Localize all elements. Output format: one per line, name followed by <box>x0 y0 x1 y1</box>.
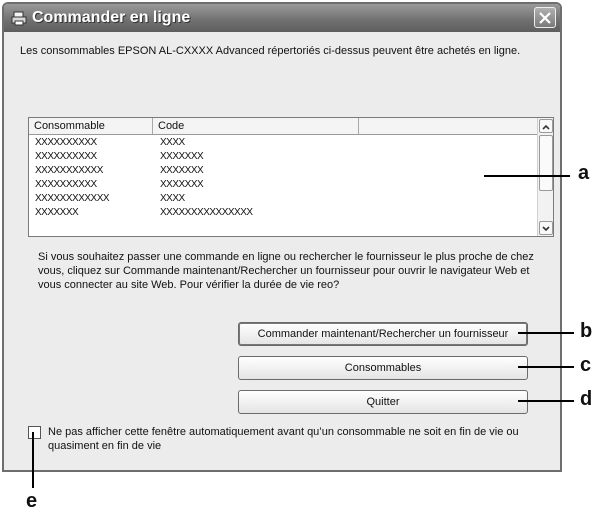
consumables-list[interactable] <box>28 117 554 237</box>
callout-line-a <box>484 175 570 177</box>
callout-line-c <box>518 366 574 368</box>
quit-button[interactable]: Quitter <box>238 390 528 414</box>
callout-label-d: d <box>580 388 593 410</box>
window-title: Commander en ligne <box>32 9 191 26</box>
consumable-code: XXXX <box>160 193 185 204</box>
list-item[interactable] <box>29 178 537 192</box>
callout-label-c: c <box>580 354 592 376</box>
order-online-dialog <box>2 2 562 472</box>
consumable-code: XXXXXXX <box>160 165 204 176</box>
list-item[interactable] <box>29 192 537 206</box>
title-bar[interactable] <box>4 4 560 32</box>
list-rows <box>29 136 537 220</box>
chevron-up-icon <box>540 121 552 133</box>
consumable-name: XXXXXXXXXX <box>35 179 97 190</box>
callout-label-b: b <box>580 320 593 342</box>
consumable-code: XXXX <box>160 137 185 148</box>
vertical-scrollbar[interactable] <box>537 118 553 236</box>
callout-line-b <box>518 332 574 334</box>
list-item[interactable] <box>29 206 537 220</box>
instructions-text: Si vous souhaitez passer une commande en ligne ou rechercher le fournisseur le plus proche de chez vous, cliquez sur Commande maintenant/Rechercher un fournisseur pour ouvrir le navigateur Web et vous connecter au site Web. Pour vérifier la durée de vie reo? <box>38 251 534 291</box>
close-button[interactable] <box>534 7 556 28</box>
consumable-code: XXXXXXX <box>160 179 204 190</box>
scroll-down-button[interactable] <box>539 221 553 235</box>
intro-text: Les consommables EPSON AL-CXXXX Advanced répertoriés ci-dessus peuvent être achetés en ligne. <box>20 45 521 57</box>
consumable-name: XXXXXXXXXXXX <box>35 193 110 204</box>
list-item[interactable] <box>29 150 537 164</box>
list-header <box>29 118 537 135</box>
consumable-code: XXXXXXX <box>160 151 204 162</box>
consumables-button[interactable]: Consommables <box>238 356 528 380</box>
order-now-button[interactable]: Commander maintenant/Rechercher un fournisseur <box>238 322 528 346</box>
column-header-empty[interactable] <box>359 118 539 134</box>
close-icon <box>539 12 551 24</box>
consumable-code: XXXXXXXXXXXXXXX <box>160 207 253 218</box>
dont-show-checkbox[interactable] <box>28 426 41 439</box>
callout-line-e <box>32 432 34 488</box>
callout-line-d <box>518 400 574 402</box>
callout-label-a: a <box>578 162 590 184</box>
scroll-thumb[interactable] <box>539 135 553 191</box>
callout-label-e: e <box>26 490 38 512</box>
consumable-name: XXXXXXXXXXX <box>35 165 103 176</box>
consumable-name: XXXXXXXXXX <box>35 137 97 148</box>
list-item[interactable] <box>29 136 537 150</box>
printer-icon <box>11 10 27 26</box>
chevron-down-icon <box>540 223 552 235</box>
dont-show-checkbox-label[interactable]: Ne pas afficher cette fenêtre automatiquement avant qu’un consommable ne soit en fin de vie ou quasiment en fin de vie <box>48 426 519 452</box>
column-header-consumable[interactable]: Consommable <box>29 118 153 134</box>
list-item[interactable] <box>29 164 537 178</box>
column-header-code[interactable]: Code <box>153 118 359 134</box>
consumable-name: XXXXXXX <box>35 207 79 218</box>
scroll-up-button[interactable] <box>539 119 553 133</box>
consumable-name: XXXXXXXXXX <box>35 151 97 162</box>
